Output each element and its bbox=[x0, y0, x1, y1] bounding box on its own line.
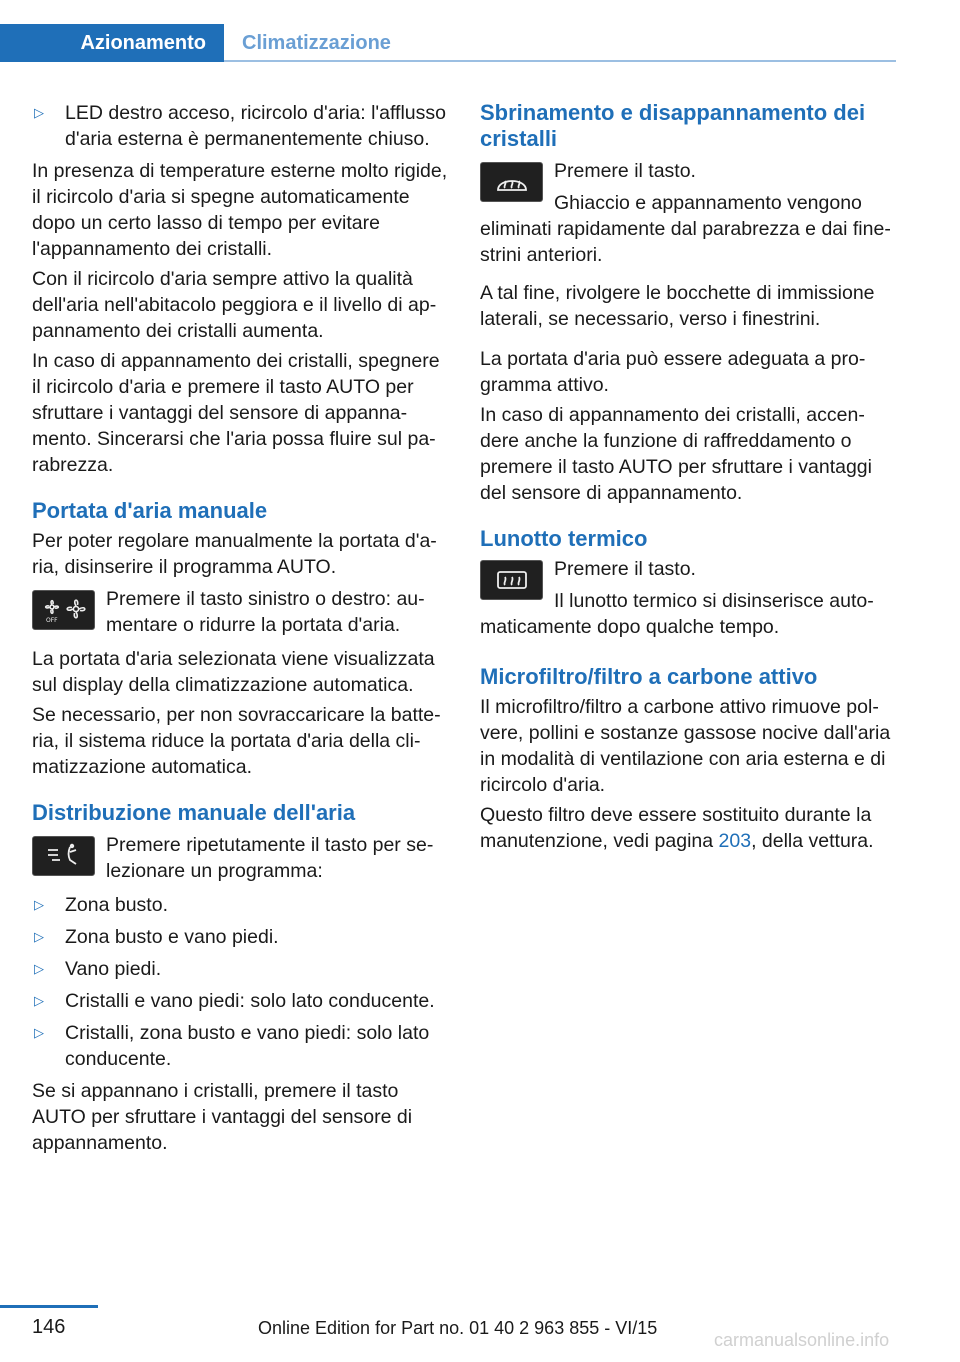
page-number: 146 bbox=[32, 1316, 66, 1338]
page-header bbox=[0, 0, 896, 62]
heading-lunotto: Lunotto termico bbox=[480, 526, 648, 551]
paragraph: Se necessario, per non sovraccaricare la batteria, il sistema riduce la portata d'aria della climatizzazione automatica. bbox=[32, 704, 441, 778]
edition-info: Online Edition for Part no. 01 40 2 963 855 - VI/15 bbox=[258, 1318, 658, 1338]
paragraph: Ghiaccio e appannamento vengono eliminati rapidamente dal parabrezza e dai finestrini anteriori. bbox=[480, 192, 891, 266]
icon-paragraph bbox=[32, 832, 448, 884]
paragraph-text: Questo filtro deve essere sostituito durante la manutenzione, vedi pagina bbox=[480, 804, 872, 852]
bullet-text: Vano piedi. bbox=[65, 958, 162, 980]
paragraph-text: , della vettura. bbox=[751, 830, 874, 852]
header-divider bbox=[224, 60, 896, 62]
rear-window-defrost-button-icon bbox=[480, 560, 543, 600]
list-item bbox=[32, 924, 448, 950]
section-tab-climatizzazione[interactable]: Climatizzazione bbox=[242, 31, 391, 54]
footer-divider bbox=[0, 1305, 98, 1308]
bullet-text: Zona busto. bbox=[65, 894, 168, 916]
list-item bbox=[32, 1020, 448, 1072]
windshield-defrost-button-icon bbox=[480, 162, 543, 202]
list-item bbox=[32, 100, 448, 152]
paragraph: Il lunotto termico si disinserisce automaticamente dopo qualche tempo. bbox=[480, 590, 874, 638]
fan-button-icon bbox=[32, 590, 95, 630]
paragraph: Il microfiltro/filtro a carbone attivo rimuove polvere, pollini e sostanze gassose nocive dall'aria in modalità di ventilazione con aria esterna e di ricircolo d'aria. bbox=[480, 696, 891, 796]
air-distribution-button-icon bbox=[32, 836, 95, 876]
icon-paragraph bbox=[32, 586, 448, 638]
paragraph: Premere il tasto. bbox=[554, 558, 696, 580]
paragraph: In presenza di temperature esterne molto rigide, il ricircolo d'aria si spegne automaticamente dopo un certo lasso di tempo per evitare l'appannamento dei cristalli. bbox=[32, 160, 448, 260]
left-column bbox=[32, 100, 448, 1160]
paragraph: Se si appannano i cristalli, premere il tasto AUTO per sfruttare i vantaggi del sensore di appannamento. bbox=[32, 1080, 413, 1154]
triangle-bullet-icon: ▷ bbox=[34, 961, 44, 976]
heading-sbrinamento: Sbrinamento e disappannamento dei cristalli bbox=[480, 100, 866, 151]
svg-text:OFF: OFF bbox=[45, 617, 58, 624]
paragraph: Premere ripetutamente il tasto per selezionare un programma: bbox=[106, 834, 434, 882]
icon-paragraph bbox=[480, 158, 896, 272]
bullet-text: Cristalli e vano piedi: solo lato conducente. bbox=[65, 990, 435, 1012]
paragraph: In caso di appannamento dei cristalli, accendere anche la funzione di raffreddamento o premere il tasto AUTO per sfruttare i vantaggi del sensore di appannamento. bbox=[480, 404, 872, 504]
triangle-bullet-icon: ▷ bbox=[34, 897, 44, 912]
paragraph bbox=[480, 802, 896, 854]
triangle-bullet-icon: ▷ bbox=[34, 1025, 44, 1040]
bullet-text: LED destro acceso, ricircolo d'aria: l'afflusso d'aria esterna è permanentemente chiuso. bbox=[65, 102, 447, 150]
paragraph: Per poter regolare manualmente la portata d'aria, disinserire il programma AUTO. bbox=[32, 530, 437, 578]
triangle-bullet-icon: ▷ bbox=[34, 929, 44, 944]
paragraph: A tal fine, rivolgere le bocchette di immissione laterali, se necessario, verso i finestrini. bbox=[480, 282, 875, 330]
paragraph: Premere il tasto. bbox=[554, 160, 696, 182]
heading-portata-aria: Portata d'aria manuale bbox=[32, 498, 268, 523]
list-item bbox=[32, 892, 448, 918]
paragraph: Con il ricircolo d'aria sempre attivo la qualità dell'aria nell'abitacolo peggiora e il livello di appannamento dei cristalli aumenta. bbox=[32, 268, 437, 342]
list-item bbox=[32, 988, 448, 1014]
right-column bbox=[480, 100, 896, 858]
triangle-bullet-icon: ▷ bbox=[34, 105, 44, 120]
icon-paragraph bbox=[480, 556, 896, 644]
watermark: carmanualsonline.info bbox=[714, 1330, 890, 1350]
heading-distribuzione-aria: Distribuzione manuale dell'aria bbox=[32, 800, 356, 825]
triangle-bullet-icon: ▷ bbox=[34, 993, 44, 1008]
paragraph: In caso di appannamento dei cristalli, spegnere il ricircolo d'aria e premere il tasto AUTO per sfruttare i vantaggi del sensore di appannamento. Sincerarsi che l'aria possa fluire sul parabrezza. bbox=[32, 350, 440, 476]
bullet-text: Zona busto e vano piedi. bbox=[65, 926, 279, 948]
bullet-text: Cristalli, zona busto e vano piedi: solo lato conducente. bbox=[65, 1022, 430, 1070]
page-link-203[interactable]: 203 bbox=[718, 830, 752, 852]
paragraph: Premere il tasto sinistro o destro: aumentare o ridurre la portata d'aria. bbox=[106, 588, 425, 636]
list-item bbox=[32, 956, 448, 982]
paragraph: La portata d'aria selezionata viene visualizzata sul display della climatizzazione automatica. bbox=[32, 648, 435, 696]
heading-microfiltro: Microfiltro/filtro a carbone attivo bbox=[480, 664, 818, 689]
section-tab-azionamento[interactable]: Azionamento bbox=[0, 24, 224, 62]
paragraph: La portata d'aria può essere adeguata a programma attivo. bbox=[480, 348, 866, 396]
